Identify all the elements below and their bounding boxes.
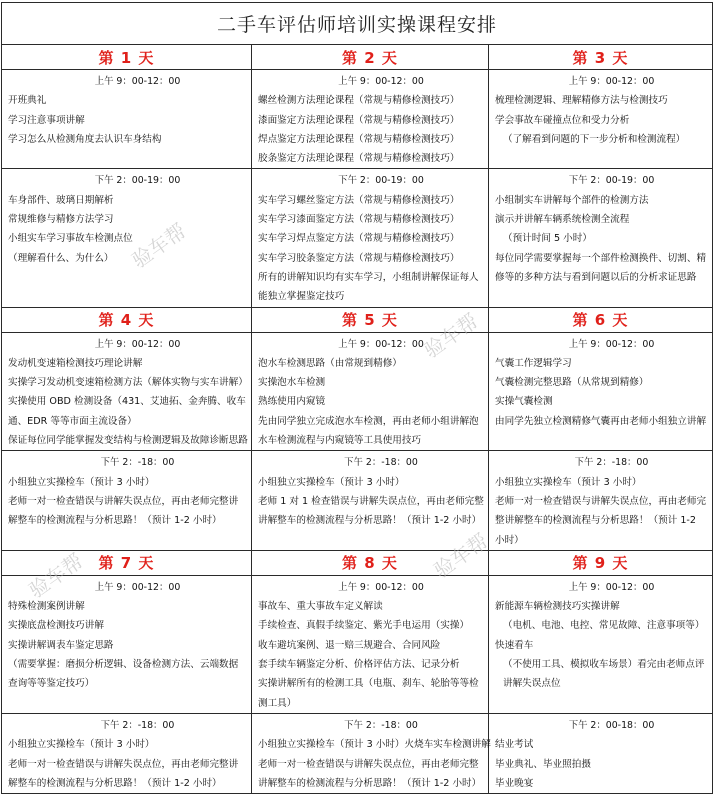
slot-line: 实操使用 OBD 检测设备（431、艾迪拓、金奔腾、收车通、EDR 等等市面主流设备）: [8, 396, 246, 427]
slot-time: 下午 2：00-19：00: [568, 175, 655, 187]
slot-line: 老师一对一检查错误与讲解失误点位，再由老师完整讲解整车的检测流程与分析思路！（预计 1-2 小时）: [495, 495, 707, 546]
slot-line: 每位同学需要掌握每一个部件检测换件、切割、精修等的多种方法与看到问题以后的分析求证思路: [495, 252, 707, 283]
slot-time: 下午 2：00-18：00: [568, 719, 655, 731]
watermark: 验车帮: [24, 548, 88, 603]
slot-line: 实操泡水车检测: [258, 377, 326, 389]
slot-time: 下午 2：-18：00: [100, 719, 175, 731]
slot-line: 所有的讲解知识均有实车学习，小组制讲解保证每人能独立掌握鉴定技巧: [258, 271, 479, 303]
slot-line: 气囊检测完整思路（从常规到精修）: [495, 377, 649, 389]
slot-line: 实车学习胶条鉴定方法（常规与精修检测技巧）: [258, 252, 460, 264]
slot-line: 学习怎么从检测角度去认识车身结构: [8, 133, 162, 145]
slot-line: （预计时间 5 小时）: [503, 233, 592, 245]
slot-line: 梳理检测逻辑、理解精修方法与检测技巧: [495, 95, 668, 107]
slot-line: 小组独立实操检车（预计 3 小时）火烧车实车检测讲解: [258, 739, 491, 751]
slot-time: 下午 2：-18：00: [344, 457, 418, 469]
day2-morning: [252, 70, 489, 169]
slot-line: （电机、电池、电控、常见故障、注意事项等）: [503, 620, 705, 632]
slot-line: 实操底盘检测技巧讲解: [8, 620, 104, 632]
day-header-1: 第 1 天: [2, 45, 252, 70]
slot-line: 保证每位同学能掌握发变结构与检测逻辑及故障诊断思路: [8, 435, 248, 447]
slot-time: 上午 9：00-12：00: [338, 338, 424, 350]
slot-time: 上午 9：00-12：00: [338, 581, 424, 593]
slot-time: 上午 9：00-12：00: [94, 581, 181, 593]
watermark: 验车帮: [127, 218, 191, 273]
watermark: 验车帮: [419, 308, 483, 363]
slot-line: 小组独立实操检车（预计 3 小时）: [495, 476, 642, 488]
slot-line: 螺丝检测方法理论课程（常规与精修检测技巧）: [258, 95, 460, 107]
slot-time: 下午 2：00-19：00: [94, 175, 181, 187]
slot-line: 实操讲解调表车鉴定思路: [8, 639, 114, 651]
slot-line: 快速看车: [495, 639, 534, 651]
slot-line: 常规维修与精修方法学习: [8, 214, 114, 226]
day4-afternoon: [2, 451, 252, 550]
slot-line: 收车避坑案例、退一赔三规避合、合同风险: [258, 639, 441, 651]
day4-morning: [2, 332, 252, 451]
day-header-3: 第 3 天: [489, 45, 713, 70]
slot-line: 气囊工作逻辑学习: [495, 357, 572, 369]
slot-line: 小组制实车讲解每个部件的检测方法: [495, 194, 649, 206]
day7-morning: [2, 575, 252, 713]
slot-time: 上午 9：00-12：00: [568, 581, 655, 593]
day-header-2: 第 2 天: [252, 45, 489, 70]
slot-line: 结业考试: [495, 739, 534, 751]
slot-line: 漆面鉴定方法理论课程（常规与精修检测技巧）: [258, 114, 460, 126]
day5-morning: [252, 332, 489, 451]
slot-time: 下午 2：00-19：00: [338, 175, 424, 187]
watermark: 验车帮: [429, 528, 493, 583]
slot-line: 实操气囊检测: [495, 396, 553, 408]
slot-line: 老师一对一检查错误与讲解失误点位，再由老师完整讲解整车的检测流程与分析思路！（预计 1-2 小时）: [8, 495, 239, 527]
slot-line: 演示并讲解车辆系统检测全流程: [495, 214, 630, 226]
day1-morning: [2, 70, 252, 169]
day8-morning: [252, 575, 489, 713]
slot-line: 学习注意事项讲解: [8, 114, 85, 126]
slot-line: 小组独立实操检车（预计 3 小时）: [8, 739, 155, 751]
day-header-8: 第 8 天: [252, 550, 489, 575]
slot-time: 上午 9：00-12：00: [94, 76, 181, 87]
slot-line: 套手续车辆鉴定分析、价格评估方法、记录分析: [258, 659, 460, 671]
slot-line: 小组独立实操检车（预计 3 小时）: [258, 476, 405, 488]
slot-time: 上午 9：00-12：00: [94, 338, 181, 350]
day-header-7: 第 7 天: [2, 550, 252, 575]
schedule-table: [1, 2, 713, 794]
day8-afternoon: [252, 713, 489, 793]
day-header-4: 第 4 天: [2, 307, 252, 332]
slot-line: 实车学习螺丝鉴定方法（常规与精修检测技巧）: [258, 194, 460, 206]
slot-line: 实操学习发动机变速箱检测方法（解体实物与实车讲解）: [8, 377, 248, 389]
slot-line: 老师一对一检查错误与讲解失误点位，再由老师完整讲解整车的检测流程与分析思路！（预计 1-2 小时）: [258, 758, 482, 789]
slot-line: 实操讲解所有的检测工具（电瓶、刹车、轮胎等等检测工具）: [258, 678, 479, 709]
slot-line: 发动机变速箱检测技巧理论讲解: [8, 357, 143, 369]
day6-morning: [489, 332, 713, 451]
slot-time: 上午 9：00-12：00: [568, 338, 655, 350]
slot-time: 上午 9：00-12：00: [338, 76, 424, 87]
day3-morning: [489, 70, 713, 169]
slot-line: （了解看到问题的下一步分析和检测流程）: [503, 133, 686, 145]
day-header-9: 第 9 天: [489, 550, 713, 575]
slot-line: 泡水车检测思路（由常规到精修）: [258, 357, 402, 369]
slot-line: （不使用工具、模拟收车场景）看完由老师点评讲解失误点位: [503, 659, 705, 690]
day2-afternoon: [252, 169, 489, 307]
slot-line: （需要掌握：磨损分析逻辑、设备检测方法、云端数据查询等等鉴定技巧）: [8, 659, 239, 690]
day9-afternoon: [489, 713, 713, 793]
slot-line: 特殊检测案例讲解: [8, 601, 85, 613]
day7-afternoon: [2, 713, 252, 793]
day-header-5: 第 5 天: [252, 307, 489, 332]
day9-morning: [489, 575, 713, 713]
slot-line: 毕业晚宴: [495, 777, 534, 789]
slot-line: 新能源车辆检测技巧实操讲解: [495, 601, 620, 613]
day3-afternoon: [489, 169, 713, 307]
slot-line: 胶条鉴定方法理论课程（常规与精修检测技巧）: [258, 153, 460, 165]
slot-line: 小组独立实操检车（预计 3 小时）: [8, 476, 155, 488]
slot-line: 老师一对一检查错误与讲解失误点位，再由老师完整讲解整车的检测流程与分析思路！（预计 1-2 小时）: [8, 758, 239, 789]
slot-line: 实车学习焊点鉴定方法（常规与精修检测技巧）: [258, 233, 460, 245]
slot-line: 毕业典礼、毕业照拍摄: [495, 758, 591, 770]
slot-line: 车身部件、玻璃日期解析: [8, 194, 114, 206]
slot-line: 事故车、重大事故车定义解读: [258, 601, 383, 613]
slot-line: 老师 1 对 1 检查错误与讲解失误点位，再由老师完整讲解整车的检测流程与分析思路！（预计 1-2 小时）: [258, 495, 484, 527]
slot-time: 下午 2：-18：00: [100, 457, 175, 469]
slot-line: 手续检查、真假手续鉴定、紫光手电运用（实操）: [258, 620, 470, 632]
page-title: 二手车评估师培训实操课程安排: [2, 3, 713, 45]
slot-line: 熟练使用内窥镜: [258, 396, 326, 408]
slot-line: （理解看什么、为什么）: [8, 252, 114, 264]
day1-afternoon: [2, 169, 252, 307]
slot-time: 下午 2：-18：00: [574, 457, 649, 469]
slot-line: 实车学习漆面鉴定方法（常规与精修检测技巧）: [258, 214, 460, 226]
slot-line: 先由同学独立完成泡水车检测，再由老师小组讲解泡水车检测流程与内窥镜等工具使用技巧: [258, 415, 479, 447]
day-header-6: 第 6 天: [489, 307, 713, 332]
day6-afternoon: [489, 451, 713, 550]
slot-time: 下午 2：-18：00: [344, 719, 418, 731]
slot-time: 上午 9：00-12：00: [568, 76, 655, 87]
slot-line: 开班典礼: [8, 95, 47, 107]
slot-line: 由同学先独立检测精修气囊再由老师小组独立讲解: [495, 415, 707, 427]
slot-line: 小组实车学习事故车检测点位: [8, 233, 133, 245]
slot-line: 焊点鉴定方法理论课程（常规与精修检测技巧）: [258, 133, 460, 145]
day5-afternoon: [252, 451, 489, 550]
slot-line: 学会事故车碰撞点位和受力分析: [495, 114, 630, 126]
